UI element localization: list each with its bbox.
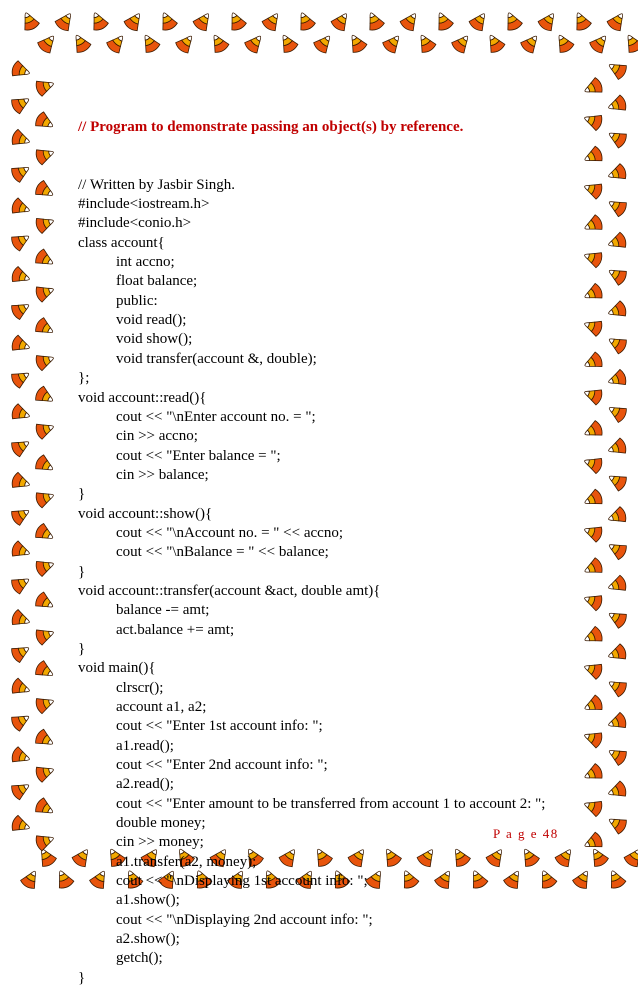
header-comment: // Program to demonstrate passing an object(s) by reference.: [78, 118, 464, 135]
code-text: account a1, a2;: [116, 699, 207, 715]
candy-corn-icon: [34, 213, 56, 234]
candy-corn-icon: [10, 161, 33, 184]
code-text: cin >> accno;: [116, 428, 198, 445]
candy-corn-icon: [605, 868, 627, 891]
candy-corn-icon: [34, 522, 57, 545]
code-line: [78, 369, 598, 388]
code-line: [78, 447, 598, 466]
candy-corn-icon: [606, 712, 628, 733]
candy-corn-icon: [502, 10, 524, 33]
code-text: cout << "\nDisplaying 2nd account info: ";: [116, 911, 373, 928]
code-text: void read();: [116, 312, 187, 329]
code-text: double money;: [116, 815, 206, 832]
code-text: }: [78, 640, 86, 657]
code-text: cout << "Enter balance = ";: [116, 447, 281, 464]
candy-corn-icon: [10, 710, 33, 733]
candy-corn-icon: [34, 145, 56, 166]
candy-corn-icon: [34, 316, 57, 339]
candy-corn-icon: [34, 111, 57, 134]
code-line: [78, 214, 598, 233]
candy-corn-icon: [10, 540, 32, 561]
candy-corn-icon: [34, 454, 57, 477]
code-line: [78, 969, 598, 988]
code-line: [78, 466, 598, 485]
candy-corn-icon: [10, 92, 33, 115]
code-text: cout << "Enter 1st account info: ";: [116, 718, 323, 735]
candy-corn-icon: [553, 31, 576, 54]
candy-corn-icon: [605, 675, 628, 698]
code-text: }: [78, 486, 86, 503]
code-line: [78, 272, 598, 291]
candy-corn-icon: [606, 574, 628, 595]
candy-corn-icon: [34, 762, 56, 783]
candy-corn-icon: [36, 31, 60, 55]
candy-corn-icon: [606, 300, 628, 321]
candy-corn-icon: [34, 831, 56, 852]
candy-corn-icon: [588, 31, 612, 55]
candy-corn-icon: [10, 778, 33, 801]
candy-corn-icon: [606, 369, 628, 390]
candy-corn-icon: [10, 266, 32, 287]
code-line: [78, 427, 598, 446]
candy-corn-icon: [34, 556, 56, 577]
code-text: cin >> balance;: [116, 466, 209, 483]
candy-corn-icon: [105, 31, 129, 55]
code-line: [78, 330, 598, 349]
code-text: void account::transfer(account &act, double amt){: [78, 582, 381, 599]
code-line: [78, 621, 598, 640]
code-text: cout << "\nDisplaying 1st account info: ";: [116, 873, 368, 890]
candy-corn-icon: [537, 9, 560, 33]
candy-corn-icon: [10, 573, 33, 596]
candy-corn-icon: [606, 163, 628, 184]
candy-corn-icon: [605, 813, 628, 836]
candy-corn-icon: [34, 248, 57, 271]
code-line: [78, 659, 598, 678]
candy-corn-icon: [157, 10, 179, 33]
candy-corn-icon: [243, 31, 267, 55]
code-line: [78, 582, 598, 601]
code-text: cout << "Enter amount to be transferred from account 1 to account 2: ";: [116, 795, 546, 812]
code-text: #include<iostream.h>: [78, 196, 210, 213]
candy-corn-icon: [10, 298, 33, 321]
candy-corn-icon: [139, 31, 162, 54]
candy-corn-icon: [606, 231, 628, 252]
code-text: float balance;: [116, 273, 198, 290]
code-text: public:: [116, 292, 158, 309]
page-number: P a g e 48: [493, 826, 559, 841]
candy-corn-icon: [34, 625, 56, 646]
candy-corn-icon: [192, 9, 215, 33]
code-line: [78, 505, 598, 524]
code-text: balance -= amt;: [116, 602, 210, 619]
code-text: cout << "Enter 2nd account info: ";: [116, 757, 328, 774]
candy-corn-icon: [606, 9, 629, 33]
candy-corn-icon: [381, 31, 405, 55]
candy-corn-icon: [571, 10, 593, 33]
code-text: clrscr();: [116, 679, 164, 696]
code-text: cout << "\nEnter account no. = ";: [116, 408, 316, 425]
code-text: getch();: [116, 950, 163, 967]
candy-corn-icon: [605, 332, 628, 355]
candy-corn-icon: [606, 643, 628, 664]
code-text: int accno;: [116, 254, 175, 271]
code-text: a2.show();: [116, 931, 180, 948]
candy-corn-icon: [433, 10, 455, 33]
candy-corn-icon: [34, 728, 57, 751]
code-line: [78, 253, 598, 272]
code-line: [78, 717, 598, 736]
code-text: cout << "\nAccount no. = " << accno;: [116, 524, 343, 541]
code-line: [78, 524, 598, 543]
candy-corn-icon: [34, 350, 56, 371]
candy-corn-icon: [54, 9, 77, 33]
code-text: void account::read(){: [78, 389, 207, 406]
code-text: class account{: [78, 234, 165, 251]
code-listing: [78, 79, 598, 988]
code-line: [78, 891, 598, 910]
code-line: [78, 292, 598, 311]
candy-corn-icon: [10, 435, 33, 458]
code-text: }: [78, 563, 86, 580]
candy-corn-icon: [605, 401, 628, 424]
candy-corn-icon: [10, 504, 33, 527]
candy-corn-icon: [605, 470, 628, 493]
candy-corn-icon: [34, 797, 57, 820]
candy-corn-icon: [606, 780, 628, 801]
candy-corn-icon: [208, 31, 231, 54]
candy-corn-icon: [364, 10, 386, 33]
candy-corn-icon: [519, 31, 543, 55]
code-text: void account::show(){: [78, 505, 213, 522]
code-line: [78, 408, 598, 427]
code-line: [78, 485, 598, 504]
code-line: [78, 640, 598, 659]
code-line: [78, 795, 598, 814]
candy-corn-icon: [605, 538, 628, 561]
code-text: a1.show();: [116, 892, 180, 909]
candy-corn-icon: [450, 31, 474, 55]
candy-corn-icon: [34, 76, 56, 97]
candy-corn-icon: [10, 197, 32, 218]
candy-corn-icon: [605, 58, 628, 81]
candy-corn-icon: [34, 179, 57, 202]
code-text: a2.read();: [116, 776, 174, 793]
candy-corn-icon: [605, 127, 628, 150]
candy-corn-icon: [415, 31, 438, 54]
candy-corn-icon: [10, 677, 32, 698]
candy-corn-icon: [605, 744, 628, 767]
candy-corn-icon: [226, 10, 248, 33]
candy-corn-icon: [174, 31, 198, 55]
code-line: [78, 756, 598, 775]
code-line: [78, 911, 598, 930]
code-text: void transfer(account &, double);: [116, 350, 317, 367]
code-text: #include<conio.h>: [78, 215, 192, 232]
code-line: [78, 601, 598, 620]
candy-corn-icon: [10, 367, 33, 390]
candy-corn-icon: [277, 31, 300, 54]
code-line: [78, 853, 598, 872]
candy-corn-icon: [10, 815, 32, 836]
candy-corn-icon: [10, 230, 33, 253]
candy-corn-icon: [346, 31, 369, 54]
code-line: [78, 176, 598, 195]
candy-corn-icon: [34, 282, 56, 303]
candy-corn-icon: [312, 31, 336, 55]
candy-corn-icon: [606, 94, 628, 115]
candy-corn-icon: [35, 845, 58, 868]
candy-corn-icon: [10, 609, 32, 630]
code-line: [78, 679, 598, 698]
candy-corn-icon: [295, 10, 317, 33]
code-line: [78, 195, 598, 214]
code-line: [78, 350, 598, 369]
code-line: [78, 872, 598, 891]
code-line: [78, 930, 598, 949]
code-text: cout << "\nBalance = " << balance;: [116, 544, 329, 561]
candy-corn-icon: [10, 403, 32, 424]
code-line: [78, 543, 598, 562]
candy-corn-icon: [605, 264, 628, 287]
candy-corn-icon: [10, 746, 32, 767]
code-text: a1.transfer(a2, money);: [116, 853, 257, 870]
candy-corn-icon: [34, 693, 56, 714]
candy-corn-icon: [53, 868, 75, 891]
candy-corn-icon: [606, 437, 628, 458]
candy-corn-icon: [606, 506, 628, 527]
candy-corn-icon: [19, 10, 41, 33]
code-line: [78, 737, 598, 756]
candy-corn-icon: [34, 659, 57, 682]
code-text: a1.read();: [116, 737, 174, 754]
candy-corn-icon: [623, 845, 638, 869]
code-text: // Written by Jasbir Singh.: [78, 176, 236, 193]
code-line: [78, 775, 598, 794]
candy-corn-icon: [484, 31, 507, 54]
candy-corn-icon: [399, 9, 422, 33]
candy-corn-icon: [10, 472, 32, 493]
candy-corn-icon: [605, 607, 628, 630]
code-line: [78, 698, 598, 717]
candy-corn-icon: [10, 641, 33, 664]
code-text: act.balance += amt;: [116, 621, 235, 638]
candy-corn-icon: [123, 9, 146, 33]
code-text: void main(){: [78, 660, 156, 677]
candy-corn-icon: [10, 60, 32, 81]
candy-corn-icon: [622, 31, 638, 54]
candy-corn-icon: [10, 334, 32, 355]
candy-corn-icon: [34, 419, 56, 440]
candy-corn-icon: [330, 9, 353, 33]
candy-corn-icon: [70, 31, 93, 54]
code-line: [78, 311, 598, 330]
code-text: cin >> money;: [116, 834, 204, 851]
candy-corn-icon: [468, 9, 491, 33]
code-line: [78, 949, 598, 968]
candy-corn-icon: [34, 591, 57, 614]
code-text: };: [78, 370, 90, 387]
code-line: [78, 563, 598, 582]
code-text: void show();: [116, 331, 193, 348]
code-text: }: [78, 969, 86, 986]
candy-corn-icon: [10, 129, 32, 150]
candy-corn-icon: [605, 195, 628, 218]
candy-corn-icon: [34, 488, 56, 509]
code-line: [78, 389, 598, 408]
candy-corn-icon: [19, 867, 42, 890]
code-line: [78, 234, 598, 253]
candy-corn-icon: [261, 9, 284, 33]
candy-corn-icon: [34, 385, 57, 408]
candy-corn-icon: [88, 10, 110, 33]
